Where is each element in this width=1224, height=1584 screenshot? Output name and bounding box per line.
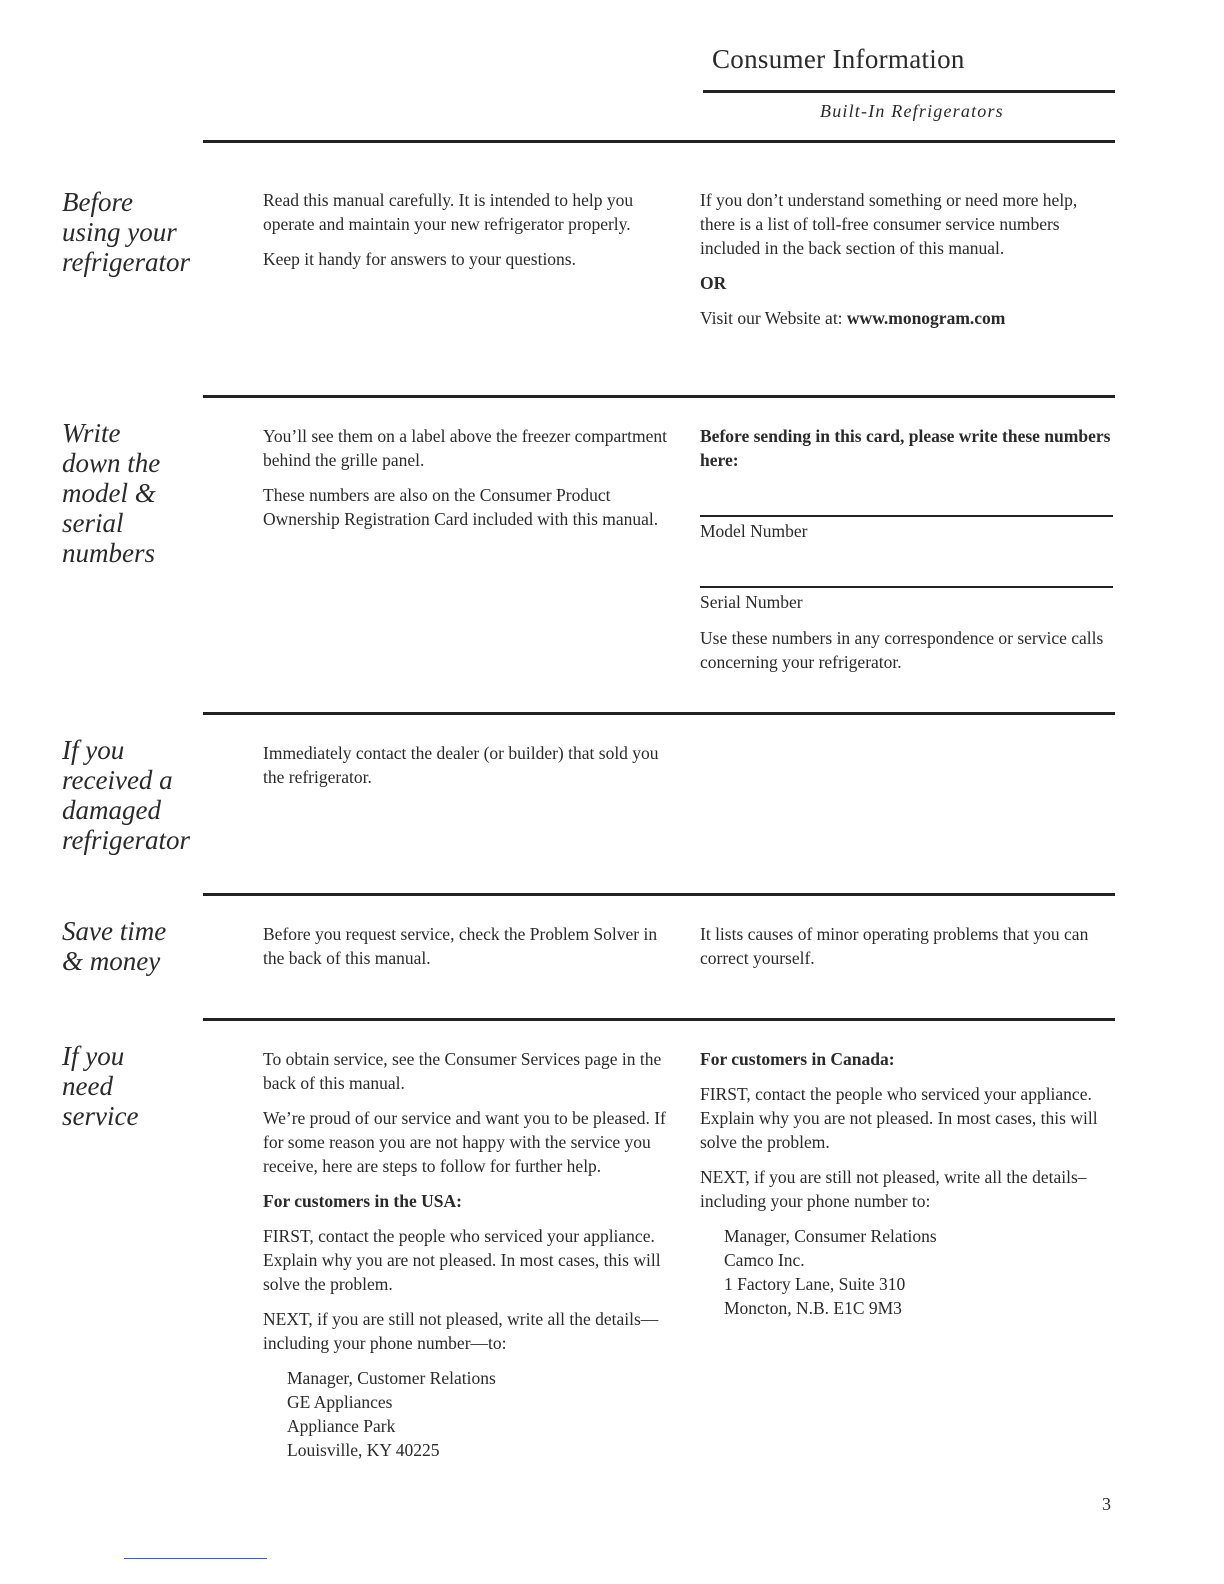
model-number-line[interactable] <box>700 515 1113 517</box>
service-col2: For customers in Canada: FIRST, contact the people who serviced your appliance. Explain why you are not pleased. In most cases, this will solve the problem. NEXT, if you are still not pleased, write all the details–including your phone number to: Manager, Consumer Relations Camco Inc. 1 Factory Lane, Suite 310 Moncton, N.B. E1C 9M3 <box>700 1047 1115 1320</box>
canada-heading: For customers in Canada: <box>700 1049 895 1069</box>
save-time-col2: It lists causes of minor operating problems that you can correct yourself. <box>700 924 1089 968</box>
write-down-col1: You’ll see them on a label above the freezer compartment behind the grille panel. These numbers are also on the Consumer Product Ownership Registration Card included with this manual. <box>263 426 667 529</box>
page-title: Consumer Information <box>712 44 965 74</box>
service-col1: To obtain service, see the Consumer Services page in the back of this manual. We’re proud of our service and want you to be pleased. If for some reason you are not happy with the service you receive, here are steps to follow for further help. For customers in the USA: FIRST, contact the people who serviced your appliance. Explain why you are not pleased. In most cases, this will solve the problem. NEXT, if you are still not pleased, write all the details—including your phone number—to: Manager, Customer Relations GE Appliances Appliance Park Louisville, KY 40225 <box>263 1047 678 1462</box>
damaged-col1: Immediately contact the dealer (or builder) that sold you the refrigerator. <box>263 743 659 787</box>
website-link[interactable]: www.monogram.com <box>846 308 1006 328</box>
website-line: Visit our Website at: www.monogram.com <box>700 308 1006 328</box>
page-subtitle: Built-In Refrigerators <box>820 101 1004 121</box>
write-down-col2: Before sending in this card, please write these numbers here: <box>700 426 1111 470</box>
section-heading-write-down: Write down the model & serial numbers <box>62 418 161 568</box>
before-using-col2: If you don’t understand something or need more help, there is a list of toll-free consumer service numbers included in the back section of this manual. OR Visit our Website at: www.monogram.com <box>700 188 1115 341</box>
section-divider <box>203 1018 1115 1021</box>
usa-address: Manager, Customer Relations GE Appliances Appliance Park Louisville, KY 40225 <box>287 1368 496 1460</box>
model-number-label: Model Number <box>700 521 808 541</box>
section-divider <box>203 395 1115 398</box>
usa-heading: For customers in the USA: <box>263 1191 462 1211</box>
canada-address: Manager, Consumer Relations Camco Inc. 1 Factory Lane, Suite 310 Moncton, N.B. E1C 9M3 <box>724 1226 937 1318</box>
section-divider <box>203 140 1115 143</box>
footer-link-underline <box>124 1558 267 1559</box>
or-label: OR <box>700 273 727 293</box>
header-divider <box>703 90 1115 93</box>
section-heading-save-time: Save time & money <box>62 916 167 976</box>
before-using-col1: Read this manual carefully. It is intended to help you operate and maintain your new refrigerator properly. Keep it handy for answers to your questions. <box>263 190 634 269</box>
write-down-note: Use these numbers in any correspondence or service calls concerning your refrigerator. <box>700 628 1104 672</box>
section-heading-damaged: If you received a damaged refrigerator <box>62 735 190 855</box>
section-divider <box>203 712 1115 715</box>
section-heading-before-using: Before using your refrigerator <box>62 187 190 277</box>
serial-number-line[interactable] <box>700 586 1113 588</box>
serial-number-label: Serial Number <box>700 592 803 612</box>
section-heading-need-service: If you need service <box>62 1041 139 1131</box>
page-number: 3 <box>1102 1494 1111 1514</box>
save-time-col1: Before you request service, check the Problem Solver in the back of this manual. <box>263 924 658 968</box>
section-divider <box>203 893 1115 896</box>
